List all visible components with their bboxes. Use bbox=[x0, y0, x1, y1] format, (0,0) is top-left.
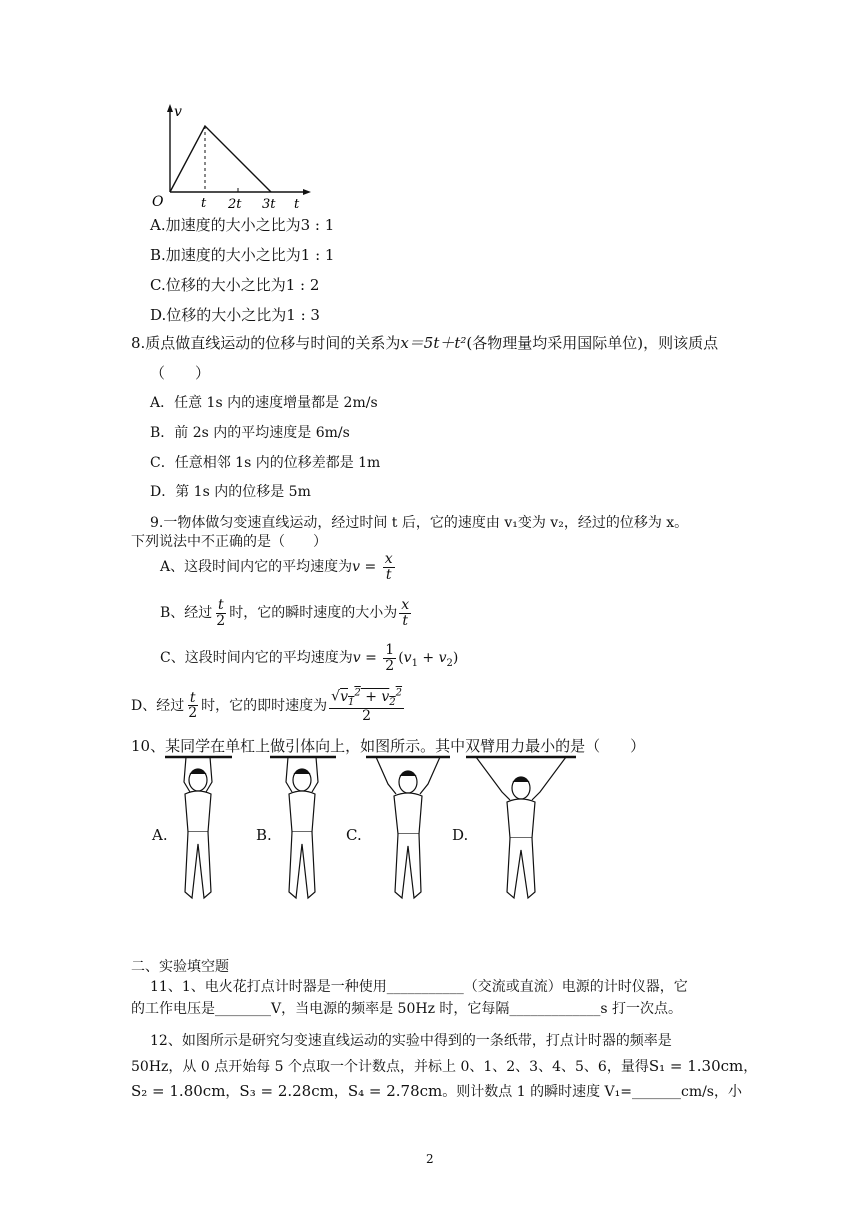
formula-half: $\frac{1}{2}$ bbox=[385, 642, 395, 674]
q12-s2: S₂ = 1.80cm bbox=[131, 1082, 226, 1100]
q11-line2: 的工作电压是________V，当电源的频率是 50Hz 时，它每隔_____________s 打一次点。 bbox=[131, 1001, 683, 1017]
q9-option-b-mid: 时，它的瞬时速度的大小为 bbox=[229, 605, 398, 622]
tick-3t-label: 3t bbox=[262, 197, 276, 210]
formula-t-over-2-d: $\frac{t}{2}$ bbox=[188, 689, 198, 722]
q9-stem-line2: 下列说法中不正确的是（ ） bbox=[131, 534, 327, 550]
q9-stem-line1: 9.一物体做匀变速直线运动，经过时间 t 后，它的速度由 v₁变为 v₂，经过的位移为 x。 bbox=[150, 515, 689, 531]
figure-c-label: C. bbox=[346, 826, 362, 844]
q9-option-d-mid: 时，它的即时速度为 bbox=[201, 697, 328, 714]
figure-b bbox=[256, 757, 336, 898]
t-axis-label: t bbox=[294, 197, 300, 210]
velocity-line bbox=[170, 126, 271, 192]
q9-option-a-text: A、这段时间内它的平均速度为 bbox=[160, 559, 353, 576]
q10-stem: 10、某同学在单杠上做引体向上，如图所示。其中双臂用力最小的是（ ） bbox=[131, 737, 646, 755]
q7-option-c: C.位移的大小之比为1 : 2 bbox=[150, 276, 320, 294]
tick-t-label: t bbox=[201, 196, 207, 210]
formula-t-over-2: $\frac{t}{2}$ bbox=[216, 597, 226, 629]
q9-option-c-text: C、这段时间内它的平均速度为 bbox=[160, 650, 353, 667]
q12-line1: 12、如图所示是研究匀变速直线运动的实验中得到的一条纸带，打点计时器的频率是 bbox=[150, 1033, 672, 1049]
figure-b-label: B. bbox=[256, 826, 272, 844]
q12-line3-tail: 。则计数点 1 的瞬时速度 V₁=_______cm/s，小 bbox=[442, 1084, 742, 1100]
q12-s1: S₁ = 1.30cm bbox=[648, 1057, 744, 1075]
formula-rms-velocity: $\frac{√v_1^2 + v_2^2}{2}$ bbox=[331, 687, 403, 724]
q8-option-c: C．任意相邻 1s 内的位移差都是 1m bbox=[150, 455, 381, 471]
q12-line2-text: 50Hz，从 0 点开始每 5 个点取一个计数点，并标上 0、1、2、3、4、5、6，量得 bbox=[131, 1059, 649, 1075]
q7-option-a: A.加速度的大小之比为3 : 1 bbox=[150, 216, 335, 234]
q9-option-d bbox=[131, 688, 406, 724]
q9-option-b-pre: B、经过 bbox=[160, 605, 213, 622]
q9-option-d-pre: D、经过 bbox=[131, 697, 185, 714]
q7-option-d: D.位移的大小之比为1 : 3 bbox=[150, 306, 320, 324]
t-axis-arrow bbox=[303, 189, 311, 195]
formula-x-over-t: $\frac{x}{t}$ bbox=[384, 551, 393, 583]
q9-option-a: A、这段时间内它的平均速度为v = $\frac{x}{t}$ bbox=[160, 551, 393, 583]
q12-s4: S₄ = 2.78cm bbox=[347, 1082, 443, 1100]
v-axis-label: v bbox=[174, 104, 182, 120]
q11-line1: 11、1、电火花打点计时器是一种使用___________（交流或直流）电源的计时仪器，它 bbox=[150, 979, 688, 995]
figure-d bbox=[452, 757, 576, 898]
v-axis-arrow bbox=[167, 104, 173, 112]
figure-c bbox=[346, 757, 450, 898]
q7-option-b: B.加速度的大小之比为1 : 1 bbox=[150, 246, 335, 264]
section-title: 二、实验填空题 bbox=[131, 959, 229, 975]
figure-d-label: D. bbox=[452, 826, 469, 844]
q8-stem bbox=[131, 332, 718, 353]
q8-paren: （ ） bbox=[150, 364, 211, 382]
tick-2t-label: 2t bbox=[228, 197, 242, 210]
q9-option-b bbox=[160, 598, 413, 628]
figure-a bbox=[151, 757, 232, 898]
q12-line3: S₂ = 1.80cm，S₃ = 2.28cm，S₄ = 2.78cm。则计数点 1 的瞬时速度 V₁=_______cm/s，小 bbox=[131, 1082, 742, 1100]
q12-s3: S₃ = 2.28cm bbox=[239, 1082, 334, 1100]
q8-option-b: B．前 2s 内的平均速度是 6m/s bbox=[150, 425, 350, 441]
pullup-figures bbox=[140, 752, 620, 912]
velocity-time-graph bbox=[150, 100, 320, 210]
q8-formula: x＝5t＋t² bbox=[400, 334, 467, 352]
q8-stem-suffix: (各物理量均采用国际单位)，则该质点 bbox=[466, 334, 719, 352]
q9-option-c: C、这段时间内它的平均速度为v = $\frac{1}{2}$ $(v_1 + v_2)$ bbox=[160, 642, 459, 674]
q12-line2: 50Hz，从 0 点开始每 5 个点取一个计数点，并标上 0、1、2、3、4、5、6，量得S₁ = 1.30cm， bbox=[131, 1057, 758, 1075]
q8-option-a: A．任意 1s 内的速度增量都是 2m/s bbox=[150, 395, 378, 411]
q8-stem-prefix: 8.质点做直线运动的位移与时间的关系为 bbox=[131, 334, 401, 352]
origin-label: O bbox=[152, 194, 164, 210]
figure-a-label: A. bbox=[152, 826, 168, 844]
formula-x-over-t-b: $\frac{x}{t}$ bbox=[401, 597, 410, 629]
q8-option-d: D．第 1s 内的位移是 5m bbox=[150, 484, 311, 500]
page-number: 2 bbox=[426, 1152, 434, 1166]
